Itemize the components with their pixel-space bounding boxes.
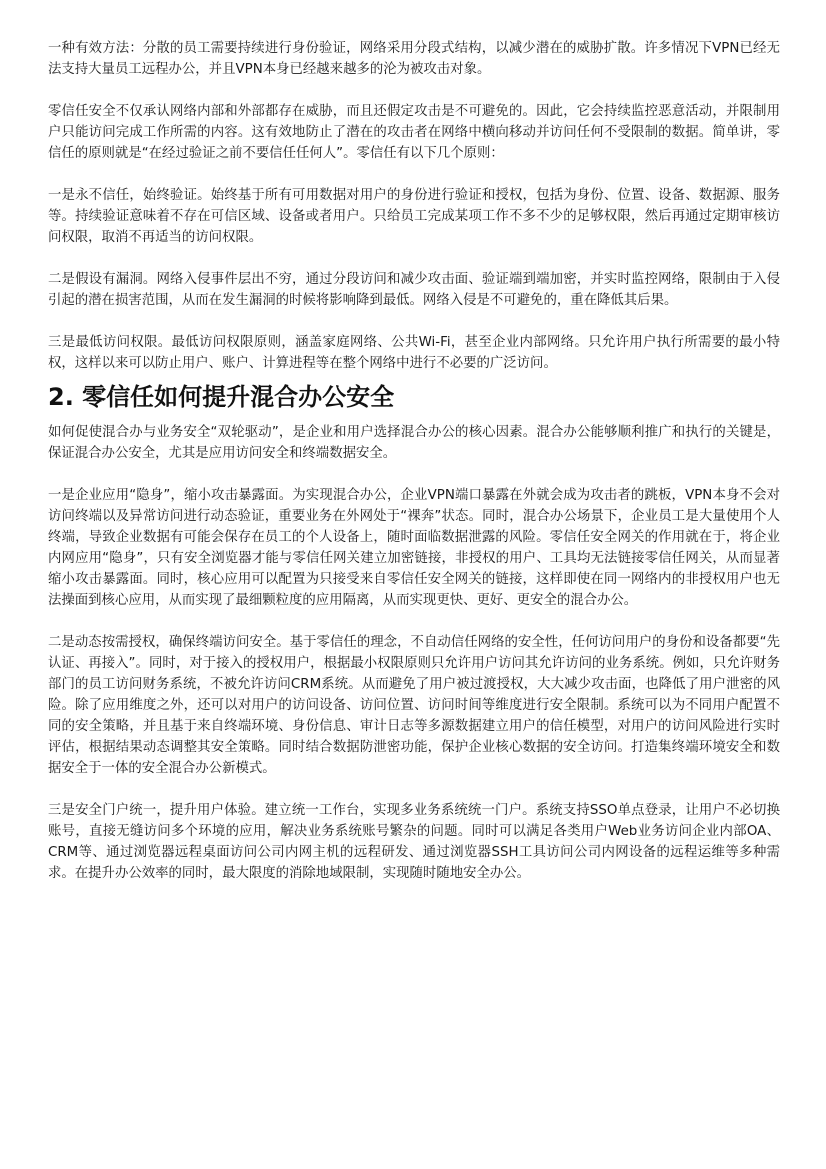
paragraph-spacer (48, 164, 780, 185)
document-page (48, 38, 780, 884)
paragraph-dynamic-authorization: 二是动态按需授权，确保终端访问安全。基于零信任的理念，不自动信任网络的安全性，任何访问用户的身份和设备都要“先认证、再接入”。同时，对于接入的授权用户，根据最小权限原则只允许用户访问其允许访问的业务系统。例如，只允许财务部门的员工访问财务系统，不被允许访问CRM系统。从而避免了用户被过渡授权，大大减少攻击面，也降低了用户泄密的风险。除了应用维度之外，还可以对用户的访问设备、访问位置、访问时间等维度进行安全限制。系统可以为不同用户配置不同的安全策略，并且基于来自终端环境、身份信息、审计日志等多源数据建立用户的信任模型，对用户的访问风险进行实时评估，根据结果动态调整其安全策略。同时结合数据防泄密功能，保护企业核心数据的安全访问。打造集终端环境安全和数据安全于一体的安全混合办公新模式。 (48, 635, 780, 776)
paragraph-hybrid-intro: 如何促使混合办与业务安全“双轮驱动”，是企业和用户选择混合办公的核心因素。混合办公能够顺利推广和执行的关键是，保证混合办公安全，尤其是应用访问安全和终端数据安全。 (48, 425, 780, 461)
paragraph-app-stealth: 一是企业应用“隐身”，缩小攻击暴露面。为实现混合办公，企业VPN端口暴露在外就会成为攻击者的跳板，VPN本身不会对访问终端以及异常访问进行动态验证，重要业务在外网处于“裸奔”状态。同时，混合办公场景下，企业员工是大量使用个人终端，导致企业数据有可能会保存在员工的个人设备上，随时面临数据泄露的风险。零信任安全网关的作用就在于，将企业内网应用“隐身”，只有安全浏览器才能与零信任网关建立加密链接，非授权的用户、工具均无法链接零信任网关，从而显著缩小攻击暴露面。同时，核心应用可以配置为只接受来自零信任安全网关的链接，这样即使在同一网络内的非授权用户也无法操面到核心应用，从而实现了最细颗粒度的应用隔离，从而实现更快、更好、更安全的混合办公。 (48, 488, 780, 608)
paragraph-spacer (48, 80, 780, 101)
paragraph-distributed-auth: 一种有效方法：分散的员工需要持续进行身份验证，网络采用分段式结构，以减少潜在的威胁扩散。许多情况下VPN已经无法支持大量员工远程办公，并且VPN本身已经越来越多的沦为被攻击对象。 (48, 41, 780, 77)
paragraph-spacer (48, 779, 780, 800)
paragraph-zero-trust-overview: 零信任安全不仅承认网络内部和外部都存在威胁，而且还假定攻击是不可避免的。因此，它会持续监控恶意活动，并限制用户只能访问完成工作所需的内容。这有效地防止了潜在的攻击者在网络中横向移动并访问任何不受限制的数据。简单讲，零信任的原则就是“在经过验证之前不要信任任何人”。零信任有以下几个原则： (48, 104, 780, 161)
paragraph-spacer (48, 311, 780, 332)
section-heading: 2. 零信任如何提升混合办公安全 (48, 383, 395, 411)
paragraph-unified-portal: 三是安全门户统一，提升用户体验。建立统一工作台，实现多业务系统统一门户。系统支持SSO单点登录，让用户不必切换账号，直接无缝访问多个环境的应用，解决业务系统账号繁杂的问题。同时可以满足各类用户Web业务访问企业内部OA、CRM等、通过浏览器远程桌面访问公司内网主机的远程研发、通过浏览器SSH工具访问公司内网设备的远程运维等多种需求。在提升办公效率的同时，最大限度的消除地域限制，实现随时随地安全办公。 (48, 803, 780, 881)
paragraph-principle-least-privilege: 三是最低访问权限。最低访问权限原则，涵盖家庭网络、公共Wi-Fi，甚至企业内部网络。只允许用户执行所需要的最小特权，这样以来可以防止用户、账户、计算进程等在整个网络中进行不必要的广泛访问。 (48, 335, 780, 371)
paragraph-principle-never-trust: 一是永不信任，始终验证。始终基于所有可用数据对用户的身份进行验证和授权，包括为身份、位置、设备、数据源、服务等。持续验证意味着不存在可信区域、设备或者用户。只给员工完成某项工作不多不少的足够权限，然后再通过定期审核访问权限，取消不再适当的访问权限。 (48, 188, 780, 245)
paragraph-principle-assume-breach: 二是假设有漏洞。网络入侵事件层出不穷，通过分段访问和减少攻击面、验证端到端加密，并实时监控网络，限制由于入侵引起的潜在损害范围，从而在发生漏洞的时候将影响降到最低。网络入侵是不可避免的，重在降低其后果。 (48, 272, 780, 308)
paragraph-spacer (48, 611, 780, 632)
paragraph-spacer (48, 248, 780, 269)
paragraph-spacer (48, 464, 780, 485)
